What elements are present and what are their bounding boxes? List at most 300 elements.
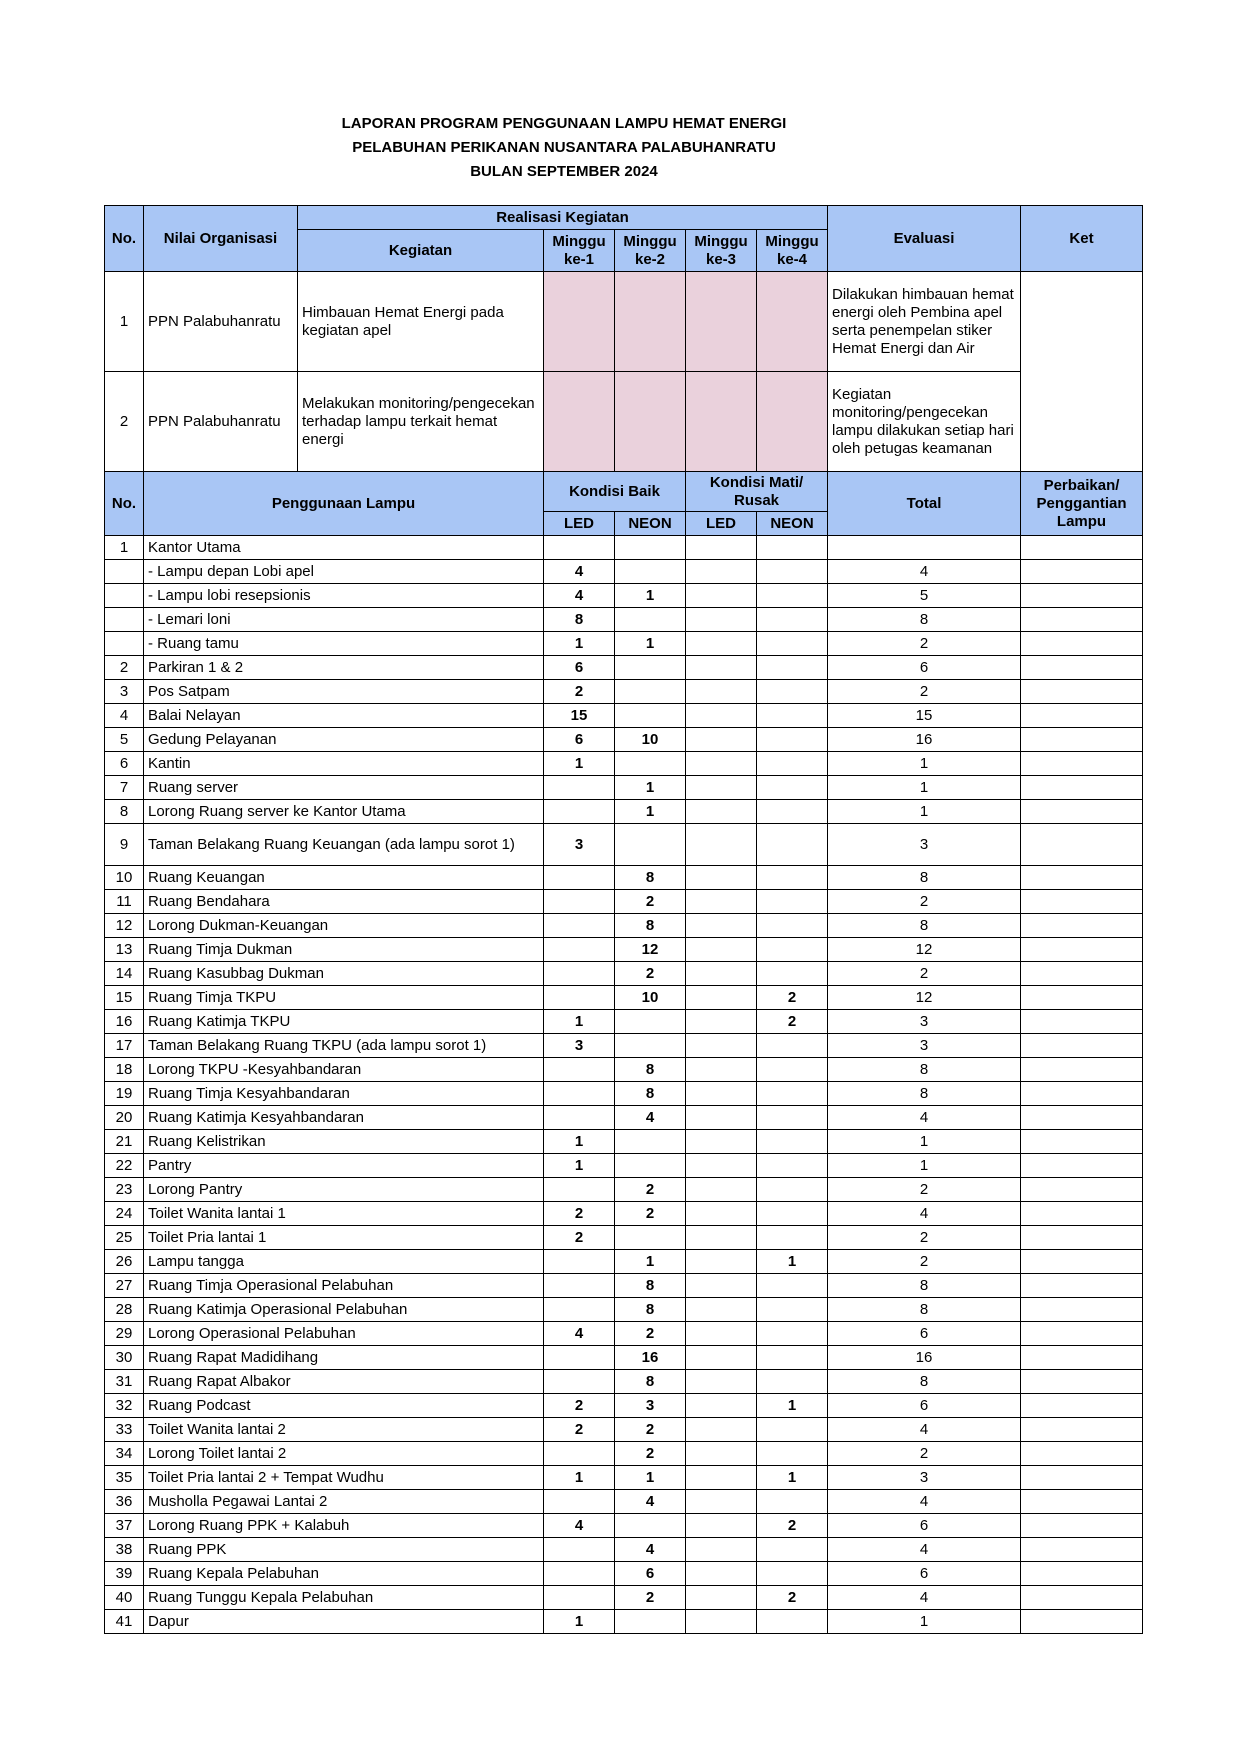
- activity-evaluasi: Kegiatan monitoring/pengecekan lampu dilakukan setiap hari oleh petugas keamanan: [828, 372, 1021, 472]
- lamp-col-repair: Perbaikan/ Penggantian Lampu: [1021, 472, 1143, 536]
- lamp-repair: [1021, 866, 1143, 890]
- activity-no: 1: [105, 272, 144, 372]
- lamp-good-led: 15: [544, 704, 615, 728]
- lamp-row: [105, 1130, 1143, 1154]
- lamp-broken-neon: [757, 728, 828, 752]
- lamp-total: 12: [828, 986, 1021, 1010]
- lamp-repair: [1021, 776, 1143, 800]
- lamp-total: 3: [828, 1010, 1021, 1034]
- col-week-2: Minggu ke-2: [615, 230, 686, 272]
- lamp-location: Ruang Podcast: [144, 1394, 544, 1418]
- lamp-no: 10: [105, 866, 144, 890]
- lamp-good-led: [544, 1082, 615, 1106]
- lamp-row: [105, 1442, 1143, 1466]
- lamp-good-neon: [615, 1034, 686, 1058]
- lamp-good-led: [544, 1538, 615, 1562]
- col-week-3: Minggu ke-3: [686, 230, 757, 272]
- lamp-row: [105, 1010, 1143, 1034]
- lamp-row: [105, 560, 1143, 584]
- lamp-no: 37: [105, 1514, 144, 1538]
- lamp-location: Parkiran 1 & 2: [144, 656, 544, 680]
- lamp-location: Lorong Dukman-Keuangan: [144, 914, 544, 938]
- lamp-broken-neon: [757, 1154, 828, 1178]
- lamp-location: Kantor Utama: [144, 536, 544, 560]
- lamp-repair: [1021, 1394, 1143, 1418]
- lamp-no: 32: [105, 1394, 144, 1418]
- lamp-repair: [1021, 1226, 1143, 1250]
- lamp-good-led: 3: [544, 1034, 615, 1058]
- lamp-row: [105, 800, 1143, 824]
- activity-week-cell: [615, 372, 686, 472]
- lamp-good-led: [544, 1058, 615, 1082]
- lamp-total: 1: [828, 800, 1021, 824]
- lamp-no: 29: [105, 1322, 144, 1346]
- lamp-repair: [1021, 1106, 1143, 1130]
- lamp-broken-neon: 2: [757, 1586, 828, 1610]
- lamp-row: [105, 536, 1143, 560]
- lamp-good-led: [544, 890, 615, 914]
- lamp-no: 31: [105, 1370, 144, 1394]
- lamp-good-led: [544, 1178, 615, 1202]
- lamp-no: [105, 608, 144, 632]
- lamp-good-led: 6: [544, 656, 615, 680]
- lamp-broken-neon: 1: [757, 1250, 828, 1274]
- lamp-good-neon: 8: [615, 1298, 686, 1322]
- lamp-broken-led: [686, 824, 757, 866]
- activity-no: 2: [105, 372, 144, 472]
- lamp-broken-neon: 1: [757, 1394, 828, 1418]
- lamp-broken-neon: [757, 704, 828, 728]
- lamp-broken-neon: [757, 1106, 828, 1130]
- lamp-good-neon: 2: [615, 1178, 686, 1202]
- lamp-good-led: 4: [544, 1322, 615, 1346]
- lamp-total: 3: [828, 824, 1021, 866]
- lamp-no: 36: [105, 1490, 144, 1514]
- lamp-broken-led: [686, 1418, 757, 1442]
- lamp-good-neon: 8: [615, 1274, 686, 1298]
- lamp-broken-led: [686, 704, 757, 728]
- lamp-good-neon: 2: [615, 1322, 686, 1346]
- lamp-no: 20: [105, 1106, 144, 1130]
- lamp-broken-led: [686, 1226, 757, 1250]
- activity-week-cell: [686, 272, 757, 372]
- lamp-good-neon: 16: [615, 1346, 686, 1370]
- lamp-broken-neon: [757, 1082, 828, 1106]
- lamp-good-led: 1: [544, 1154, 615, 1178]
- lamp-good-neon: [615, 1610, 686, 1634]
- lamp-row: [105, 1538, 1143, 1562]
- lamp-broken-led: [686, 1514, 757, 1538]
- lamp-total: 3: [828, 1466, 1021, 1490]
- lamp-broken-led: [686, 800, 757, 824]
- lamp-broken-neon: [757, 1274, 828, 1298]
- lamp-total: 5: [828, 584, 1021, 608]
- lamp-repair: [1021, 1154, 1143, 1178]
- lamp-row: [105, 1034, 1143, 1058]
- lamp-broken-led: [686, 1082, 757, 1106]
- lamp-location: Toilet Pria lantai 2 + Tempat Wudhu: [144, 1466, 544, 1490]
- lamp-broken-neon: 1: [757, 1466, 828, 1490]
- lamp-repair: [1021, 1322, 1143, 1346]
- lamp-broken-led: [686, 1490, 757, 1514]
- lamp-no: 26: [105, 1250, 144, 1274]
- lamp-good-neon: 1: [615, 584, 686, 608]
- lamp-good-neon: 1: [615, 776, 686, 800]
- lamp-no: 38: [105, 1538, 144, 1562]
- lamp-location: Ruang Timja Operasional Pelabuhan: [144, 1274, 544, 1298]
- activity-week-cell: [757, 272, 828, 372]
- lamp-good-neon: 3: [615, 1394, 686, 1418]
- lamp-good-neon: [615, 824, 686, 866]
- lamp-row: [105, 1346, 1143, 1370]
- lamp-broken-neon: [757, 1178, 828, 1202]
- lamp-col-usage: Penggunaan Lampu: [144, 472, 544, 536]
- report-title-line-3: BULAN SEPTEMBER 2024: [470, 163, 658, 180]
- lamp-col-good: Kondisi Baik: [544, 472, 686, 512]
- lamp-row: [105, 1394, 1143, 1418]
- lamp-broken-neon: 2: [757, 986, 828, 1010]
- lamp-good-led: 8: [544, 608, 615, 632]
- lamp-good-neon: 1: [615, 1466, 686, 1490]
- lamp-broken-neon: [757, 938, 828, 962]
- lamp-good-led: 3: [544, 824, 615, 866]
- lamp-location: Dapur: [144, 1610, 544, 1634]
- lamp-good-neon: 8: [615, 1082, 686, 1106]
- lamp-total: 8: [828, 1274, 1021, 1298]
- lamp-repair: [1021, 1346, 1143, 1370]
- lamp-row: [105, 584, 1143, 608]
- lamp-location: Ruang PPK: [144, 1538, 544, 1562]
- lamp-row: [105, 914, 1143, 938]
- lamp-total: 6: [828, 656, 1021, 680]
- lamp-good-led: 2: [544, 680, 615, 704]
- lamp-good-led: 1: [544, 632, 615, 656]
- lamp-total: 2: [828, 1226, 1021, 1250]
- lamp-row: [105, 890, 1143, 914]
- lamp-row: [105, 1106, 1143, 1130]
- col-evaluasi: Evaluasi: [828, 206, 1021, 272]
- lamp-total: 4: [828, 1202, 1021, 1226]
- lamp-good-led: [544, 1586, 615, 1610]
- lamp-row: [105, 1562, 1143, 1586]
- col-org: Nilai Organisasi: [144, 206, 298, 272]
- lamp-no: 23: [105, 1178, 144, 1202]
- lamp-good-neon: [615, 608, 686, 632]
- lamp-repair: [1021, 536, 1143, 560]
- lamp-row: [105, 704, 1143, 728]
- lamp-row: [105, 656, 1143, 680]
- lamp-total: 8: [828, 1082, 1021, 1106]
- lamp-location: Ruang Timja Kesyahbandaran: [144, 1082, 544, 1106]
- lamp-location: Ruang Bendahara: [144, 890, 544, 914]
- lamp-row: [105, 608, 1143, 632]
- lamp-no: 18: [105, 1058, 144, 1082]
- lamp-total: 2: [828, 1442, 1021, 1466]
- activity-evaluasi: Dilakukan himbauan hemat energi oleh Pembina apel serta penempelan stiker Hemat Energi dan Air: [828, 272, 1021, 372]
- lamp-location: Ruang Katimja Operasional Pelabuhan: [144, 1298, 544, 1322]
- lamp-location: Ruang Rapat Madidihang: [144, 1346, 544, 1370]
- lamp-broken-neon: [757, 1490, 828, 1514]
- lamp-total: 4: [828, 1106, 1021, 1130]
- lamp-good-led: 1: [544, 752, 615, 776]
- lamp-repair: [1021, 1058, 1143, 1082]
- lamp-no: 9: [105, 824, 144, 866]
- activity-kegiatan: Melakukan monitoring/pengecekan terhadap lampu terkait hemat energi: [298, 372, 544, 472]
- lamp-broken-led: [686, 914, 757, 938]
- lamp-repair: [1021, 1442, 1143, 1466]
- lamp-good-led: [544, 1442, 615, 1466]
- lamp-total: 6: [828, 1562, 1021, 1586]
- lamp-row: [105, 1298, 1143, 1322]
- lamp-total: 15: [828, 704, 1021, 728]
- lamp-row: [105, 824, 1143, 866]
- lamp-broken-led: [686, 1394, 757, 1418]
- lamp-location: Ruang Kelistrikan: [144, 1130, 544, 1154]
- lamp-repair: [1021, 1298, 1143, 1322]
- col-realisasi: Realisasi Kegiatan: [298, 206, 828, 230]
- activity-row: [105, 272, 1143, 372]
- lamp-total: 1: [828, 1610, 1021, 1634]
- lamp-total: 12: [828, 938, 1021, 962]
- lamp-repair: [1021, 938, 1143, 962]
- lamp-good-led: [544, 1370, 615, 1394]
- lamp-no: 39: [105, 1562, 144, 1586]
- lamp-no: [105, 584, 144, 608]
- lamp-broken-led: [686, 866, 757, 890]
- lamp-broken-led: [686, 1154, 757, 1178]
- lamp-broken-led: [686, 1202, 757, 1226]
- lamp-broken-neon: [757, 680, 828, 704]
- lamp-good-neon: 4: [615, 1538, 686, 1562]
- lamp-broken-neon: [757, 1298, 828, 1322]
- lamp-location: Ruang Tunggu Kepala Pelabuhan: [144, 1586, 544, 1610]
- lamp-location: Gedung Pelayanan: [144, 728, 544, 752]
- activity-row: [105, 372, 1143, 472]
- lamp-row: [105, 1610, 1143, 1634]
- lamp-good-neon: 8: [615, 1370, 686, 1394]
- lamp-no: [105, 632, 144, 656]
- lamp-good-neon: [615, 1154, 686, 1178]
- lamp-good-led: 4: [544, 560, 615, 584]
- lamp-broken-led: [686, 536, 757, 560]
- lamp-row: [105, 962, 1143, 986]
- activity-org: PPN Palabuhanratu: [144, 372, 298, 472]
- lamp-col-broken: Kondisi Mati/ Rusak: [686, 472, 828, 512]
- lamp-total: 4: [828, 1490, 1021, 1514]
- lamp-total: 8: [828, 914, 1021, 938]
- lamp-broken-neon: [757, 1322, 828, 1346]
- lamp-row: [105, 1490, 1143, 1514]
- lamp-no: 8: [105, 800, 144, 824]
- lamp-repair: [1021, 1010, 1143, 1034]
- lamp-no: 33: [105, 1418, 144, 1442]
- col-ket: Ket: [1021, 206, 1143, 272]
- lamp-total: 8: [828, 608, 1021, 632]
- col-no: No.: [105, 206, 144, 272]
- lamp-repair: [1021, 584, 1143, 608]
- lamp-col-no: No.: [105, 472, 144, 536]
- lamp-good-neon: [615, 560, 686, 584]
- lamp-no: 6: [105, 752, 144, 776]
- lamp-repair: [1021, 1562, 1143, 1586]
- lamp-good-neon: 1: [615, 632, 686, 656]
- activity-week-cell: [686, 372, 757, 472]
- lamp-total: 4: [828, 1418, 1021, 1442]
- lamp-good-led: [544, 914, 615, 938]
- lamp-total: 3: [828, 1034, 1021, 1058]
- lamp-total: 4: [828, 560, 1021, 584]
- lamp-broken-led: [686, 1466, 757, 1490]
- lamp-good-neon: 1: [615, 1250, 686, 1274]
- lamp-repair: [1021, 656, 1143, 680]
- lamp-broken-led: [686, 1274, 757, 1298]
- lamp-total: 2: [828, 962, 1021, 986]
- lamp-broken-led: [686, 752, 757, 776]
- lamp-repair: [1021, 608, 1143, 632]
- lamp-broken-neon: [757, 962, 828, 986]
- lamp-broken-led: [686, 962, 757, 986]
- lamp-total: 1: [828, 1154, 1021, 1178]
- lamp-no: 28: [105, 1298, 144, 1322]
- lamp-location: Lorong Ruang server ke Kantor Utama: [144, 800, 544, 824]
- lamp-no: 3: [105, 680, 144, 704]
- lamp-broken-neon: [757, 1610, 828, 1634]
- lamp-row: [105, 1370, 1143, 1394]
- lamp-good-led: [544, 938, 615, 962]
- lamp-location: Balai Nelayan: [144, 704, 544, 728]
- lamp-total: 2: [828, 680, 1021, 704]
- lamp-row: [105, 1274, 1143, 1298]
- lamp-broken-led: [686, 1442, 757, 1466]
- lamp-no: 4: [105, 704, 144, 728]
- lamp-broken-led: [686, 560, 757, 584]
- lamp-no: 1: [105, 536, 144, 560]
- lamp-location: Toilet Pria lantai 1: [144, 1226, 544, 1250]
- lamp-broken-led: [686, 1370, 757, 1394]
- lamp-location: - Lampu lobi resepsionis: [144, 584, 544, 608]
- lamp-no: 34: [105, 1442, 144, 1466]
- lamp-good-led: [544, 1346, 615, 1370]
- lamp-broken-neon: [757, 1058, 828, 1082]
- lamp-no: 30: [105, 1346, 144, 1370]
- lamp-location: Pantry: [144, 1154, 544, 1178]
- lamp-good-neon: 10: [615, 986, 686, 1010]
- activity-week-cell: [544, 272, 615, 372]
- lamp-good-neon: 2: [615, 1202, 686, 1226]
- lamp-good-neon: 12: [615, 938, 686, 962]
- lamp-broken-neon: [757, 890, 828, 914]
- lamp-good-led: 1: [544, 1466, 615, 1490]
- lamp-broken-led: [686, 1586, 757, 1610]
- lamp-good-neon: [615, 1514, 686, 1538]
- lamp-total: 2: [828, 1250, 1021, 1274]
- lamp-no: 24: [105, 1202, 144, 1226]
- lamp-total: 2: [828, 890, 1021, 914]
- lamp-total: 1: [828, 776, 1021, 800]
- lamp-location: Toilet Wanita lantai 2: [144, 1418, 544, 1442]
- lamp-repair: [1021, 962, 1143, 986]
- lamp-good-neon: 4: [615, 1106, 686, 1130]
- lamp-good-neon: 6: [615, 1562, 686, 1586]
- lamp-repair: [1021, 632, 1143, 656]
- lamp-location: - Ruang tamu: [144, 632, 544, 656]
- col-week-1: Minggu ke-1: [544, 230, 615, 272]
- lamp-good-neon: [615, 752, 686, 776]
- lamp-total: 2: [828, 632, 1021, 656]
- lamp-good-neon: [615, 680, 686, 704]
- lamp-location: - Lemari loni: [144, 608, 544, 632]
- lamp-repair: [1021, 1202, 1143, 1226]
- lamp-row: [105, 752, 1143, 776]
- lamp-broken-led: [686, 1106, 757, 1130]
- lamp-broken-neon: [757, 800, 828, 824]
- lamp-broken-led: [686, 1178, 757, 1202]
- lamp-repair: [1021, 680, 1143, 704]
- lamp-good-led: [544, 866, 615, 890]
- lamp-good-neon: 8: [615, 1058, 686, 1082]
- lamp-good-neon: 2: [615, 1586, 686, 1610]
- lamp-row: [105, 1178, 1143, 1202]
- lamp-good-neon: [615, 1010, 686, 1034]
- lamp-col-good-neon: NEON: [615, 512, 686, 536]
- lamp-broken-neon: [757, 1130, 828, 1154]
- lamp-row: [105, 728, 1143, 752]
- lamp-no: 19: [105, 1082, 144, 1106]
- lamp-broken-led: [686, 608, 757, 632]
- lamp-broken-neon: 2: [757, 1514, 828, 1538]
- lamp-broken-led: [686, 1538, 757, 1562]
- lamp-location: Lorong Ruang PPK + Kalabuh: [144, 1514, 544, 1538]
- lamp-location: Musholla Pegawai Lantai 2: [144, 1490, 544, 1514]
- lamp-total: 6: [828, 1514, 1021, 1538]
- lamp-row: [105, 1250, 1143, 1274]
- lamp-good-led: [544, 536, 615, 560]
- lamp-location: Ruang Kasubbag Dukman: [144, 962, 544, 986]
- lamp-total: [828, 536, 1021, 560]
- lamp-good-neon: [615, 704, 686, 728]
- lamp-no: 14: [105, 962, 144, 986]
- lamp-total: 2: [828, 1178, 1021, 1202]
- lamp-row: [105, 1514, 1143, 1538]
- lamp-broken-led: [686, 1610, 757, 1634]
- lamp-good-led: [544, 986, 615, 1010]
- lamp-total: 8: [828, 1370, 1021, 1394]
- lamp-row: [105, 1058, 1143, 1082]
- lamp-location: Ruang Rapat Albakor: [144, 1370, 544, 1394]
- lamp-total: 1: [828, 1130, 1021, 1154]
- lamp-broken-neon: [757, 1202, 828, 1226]
- lamp-no: 2: [105, 656, 144, 680]
- col-kegiatan: Kegiatan: [298, 230, 544, 272]
- lamp-row: [105, 1202, 1143, 1226]
- lamp-no: 25: [105, 1226, 144, 1250]
- lamp-repair: [1021, 800, 1143, 824]
- lamp-row: [105, 1154, 1143, 1178]
- lamp-broken-neon: [757, 1538, 828, 1562]
- activity-org: PPN Palabuhanratu: [144, 272, 298, 372]
- lamp-total: 16: [828, 728, 1021, 752]
- lamp-no: 41: [105, 1610, 144, 1634]
- lamp-broken-led: [686, 1250, 757, 1274]
- lamp-broken-led: [686, 1322, 757, 1346]
- lamp-repair: [1021, 728, 1143, 752]
- lamp-broken-led: [686, 1298, 757, 1322]
- activity-ket: [1021, 272, 1143, 472]
- lamp-repair: [1021, 1514, 1143, 1538]
- lamp-good-neon: [615, 656, 686, 680]
- lamp-no: 22: [105, 1154, 144, 1178]
- lamp-no: 13: [105, 938, 144, 962]
